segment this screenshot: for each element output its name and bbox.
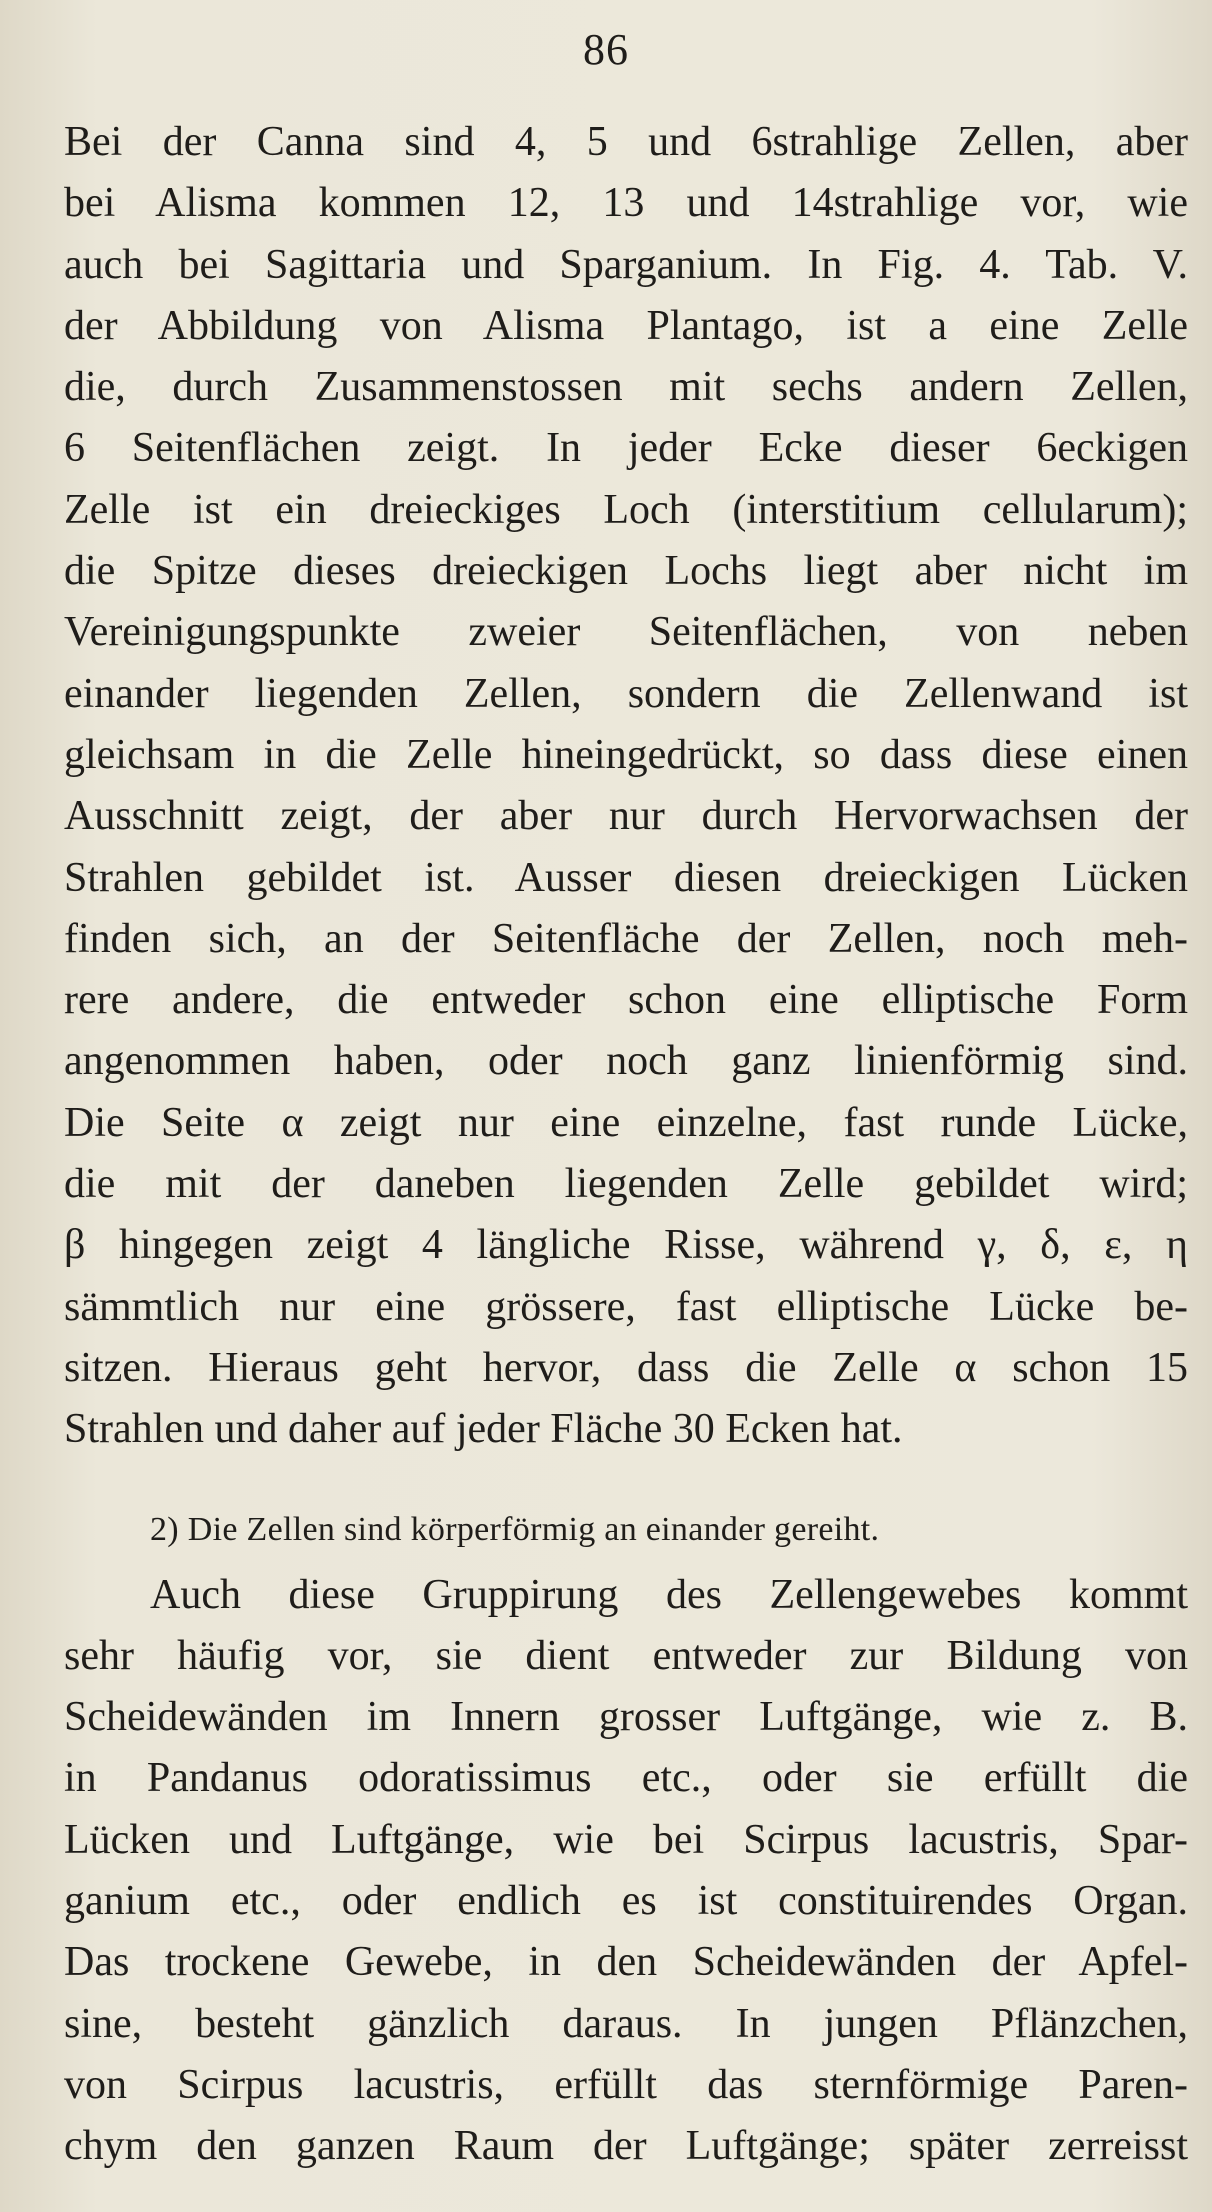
text-line: von Scirpus lacustris, erfüllt das sternförmige Paren- xyxy=(64,2061,1188,2108)
text-line: finden sich, an der Seitenfläche der Zellen, noch meh- xyxy=(64,915,1188,962)
text-line: sämmtlich nur eine grössere, fast elliptische Lücke be- xyxy=(64,1283,1188,1330)
paragraph-1 xyxy=(64,112,1188,1461)
text-line: der Abbildung von Alisma Plantago, ist a eine Zelle xyxy=(64,302,1188,349)
text-line: 6 Seitenflächen zeigt. In jeder Ecke dieser 6eckigen xyxy=(64,425,1188,472)
text-line: einander liegenden Zellen, sondern die Zellenwand ist xyxy=(64,670,1188,717)
text-line: Die Seite α zeigt nur eine einzelne, fast runde Lücke, xyxy=(64,1099,1188,1146)
text-line: Zelle ist ein dreieckiges Loch (interstitium cellularum); xyxy=(64,486,1188,533)
text-line: sitzen. Hieraus geht hervor, dass die Zelle α schon 15 xyxy=(64,1344,1188,1391)
paragraph-2 xyxy=(64,1565,1188,2178)
text-line: Auch diese Gruppirung des Zellengewebes kommt xyxy=(150,1571,1188,1618)
text-line: die Spitze dieses dreieckigen Lochs liegt aber nicht im xyxy=(64,548,1188,595)
text-line: die mit der daneben liegenden Zelle gebildet wird; xyxy=(64,1161,1188,1208)
text-line: Strahlen und daher auf jeder Fläche 30 Ecken hat. xyxy=(64,1406,903,1453)
text-line: sehr häufig vor, sie dient entweder zur Bildung von xyxy=(64,1632,1188,1679)
text-line: gleichsam in die Zelle hineingedrückt, so dass diese einen xyxy=(64,731,1188,778)
section-heading: 2) Die Zellen sind körperförmig an einander gereiht. xyxy=(150,1510,880,1548)
text-line: in Pandanus odoratissimus etc., oder sie erfüllt die xyxy=(64,1755,1188,1802)
text-line: sine, besteht gänzlich daraus. In jungen Pflänzchen, xyxy=(64,2000,1188,2047)
page-number: 86 xyxy=(583,25,629,74)
text-line: Scheidewänden im Innern grosser Luftgänge, wie z. B. xyxy=(64,1694,1188,1741)
text-line: chym den ganzen Raum der Luftgänge; später zerreisst xyxy=(64,2123,1188,2170)
body-text xyxy=(64,112,1188,2178)
text-line: rere andere, die entweder schon eine elliptische Form xyxy=(64,977,1188,1024)
text-line: Vereinigungspunkte zweier Seitenflächen, von neben xyxy=(64,609,1188,656)
text-line: auch bei Sagittaria und Sparganium. In Fig. 4. Tab. V. xyxy=(64,241,1188,288)
text-line: die, durch Zusammenstossen mit sechs andern Zellen, xyxy=(64,364,1188,411)
text-line: Lücken und Luftgänge, wie bei Scirpus lacustris, Spar- xyxy=(64,1816,1188,1863)
text-line: angenommen haben, oder noch ganz linienförmig sind. xyxy=(64,1038,1188,1085)
text-line: Ausschnitt zeigt, der aber nur durch Hervorwachsen der xyxy=(64,793,1188,840)
text-line: Das trockene Gewebe, in den Scheidewänden der Apfel- xyxy=(64,1939,1188,1986)
text-line: ganium etc., oder endlich es ist constituirendes Organ. xyxy=(64,1878,1188,1925)
text-line: Strahlen gebildet ist. Ausser diesen dreieckigen Lücken xyxy=(64,854,1188,901)
text-line: β hingegen zeigt 4 längliche Risse, während γ, δ, ε, η xyxy=(64,1222,1188,1269)
text-line: bei Alisma kommen 12, 13 und 14strahlige vor, wie xyxy=(64,180,1188,227)
text-line: Bei der Canna sind 4, 5 und 6strahlige Zellen, aber xyxy=(64,119,1188,165)
